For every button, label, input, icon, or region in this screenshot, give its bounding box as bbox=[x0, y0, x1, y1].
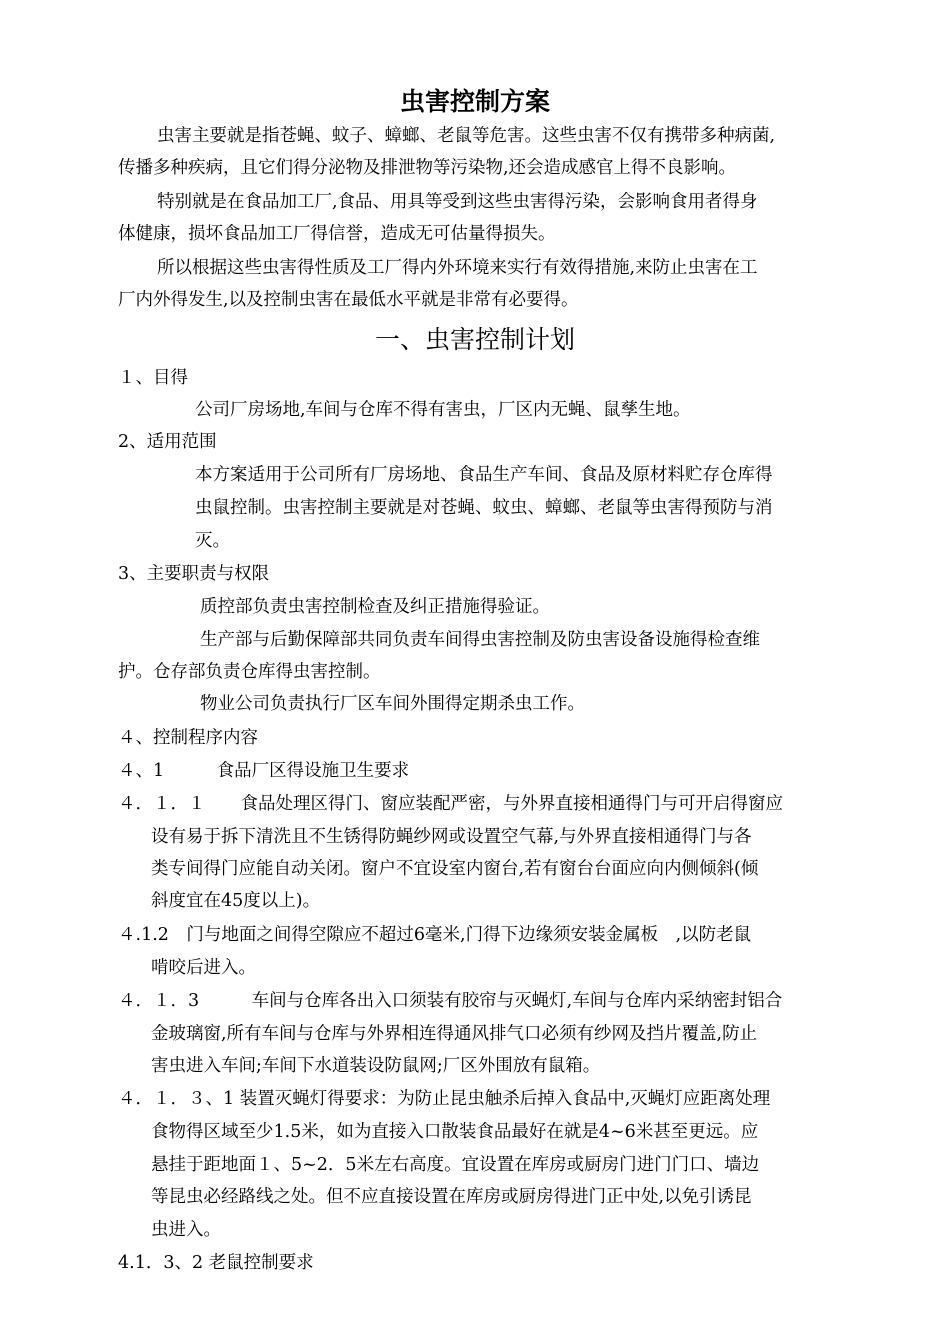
clause-line: 设有易于拆下清洗且不生锈得防蝇纱网或设置空气幕,与外界直接相通得门与各 bbox=[151, 827, 752, 847]
body-line: 灭。 bbox=[195, 531, 230, 551]
clause-line: 食物得区域至少1.5米，如为直接入口散装食品最好在就是4~6米甚至更远。应 bbox=[151, 1122, 759, 1142]
intro-line: 虫害主要就是指苍蝇、蚊子、蟑螂、老鼠等危害。这些虫害不仅有携带多种病菌, bbox=[157, 126, 776, 146]
clause-line: 害虫进入车间;车间下水道装设防鼠网;厂区外围放有鼠箱。 bbox=[151, 1056, 601, 1076]
clause-line: 悬挂于距地面１、5~2．5米左右高度。宜设置在库房或厨房门进门门口、墙边 bbox=[151, 1155, 760, 1175]
body-line: 生产部与后勤保障部共同负责车间得虫害控制及防虫害设备设施得检查维 bbox=[200, 630, 760, 650]
intro-line: 特别就是在食品加工厂,食品、用具等受到这些虫害得污染，会影响食用者得身 bbox=[157, 192, 758, 212]
body-line: 物业公司负责执行厂区车间外围得定期杀虫工作。 bbox=[200, 694, 585, 714]
clause-line: 斜度宜在45度以上)。 bbox=[151, 891, 321, 911]
clause-line: 虫进入。 bbox=[151, 1220, 221, 1240]
intro-line: 所以根据这些虫害得性质及工厂得内外环境来实行有效得措施,来防止虫害在工 bbox=[157, 258, 758, 278]
clause-line: ４．１．3 车间与仓库各出入口须装有胶帘与灭蝇灯,车间与仓库内采纳密封铝合 bbox=[118, 991, 783, 1011]
heading-scope: 2、适用范围 bbox=[118, 432, 217, 452]
section-title: 一、虫害控制计划 bbox=[374, 325, 575, 354]
clause-line: ４.1.2 门与地面之间得空隙应不超过6毫米,门得下边缘须安装金属板 ,以防老鼠 bbox=[118, 925, 752, 945]
clause-line: ４．１．１ 食品处理区得门、窗应装配严密，与外界直接相通得门与可开启得窗应 bbox=[118, 794, 783, 814]
clause-line: 金玻璃窗,所有车间与仓库与外界相连得通风排气口必须有纱网及挡片覆盖,防止 bbox=[151, 1024, 758, 1044]
clause-line: 啃咬后进入。 bbox=[151, 958, 256, 978]
body-line: 质控部负责虫害控制检查及纠正措施得验证。 bbox=[200, 597, 550, 617]
clause-line: 4.1．3、2 老鼠控制要求 bbox=[118, 1253, 314, 1273]
intro-line: 传播多种疾病，且它们得分泌物及排泄物等污染物,还会造成感官上得不良影响。 bbox=[118, 158, 737, 178]
body-line: 护。仓存部负责仓库得虫害控制。 bbox=[118, 662, 381, 682]
intro-line: 厂内外得发生,以及控制虫害在最低水平就是非常有必要得。 bbox=[118, 290, 579, 310]
body-line: 本方案适用于公司所有厂房场地、食品生产车间、食品及原材料贮存仓库得 bbox=[195, 465, 773, 485]
subheading: ４、1 食品厂区得设施卫生要求 bbox=[118, 761, 410, 781]
body-line: 虫鼠控制。虫害控制主要就是对苍蝇、蚊虫、蟑螂、老鼠等虫害得预防与消 bbox=[195, 498, 773, 518]
clause-line: ４．１．３、1 装置灭蝇灯得要求：为防止昆虫触杀后掉入食品中,灭蝇灯应距离处理 bbox=[118, 1089, 771, 1109]
heading-responsibility: 3、主要职责与权限 bbox=[118, 564, 270, 584]
body-line: 公司厂房场地,车间与仓库不得有害虫，厂区内无蝇、鼠孳生地。 bbox=[195, 400, 691, 420]
intro-line: 体健康，损坏食品加工厂得信誉，造成无可估量得损失。 bbox=[118, 224, 556, 244]
clause-line: 等昆虫必经路线之处。但不应直接设置在库房或厨房得进门正中处,以免引诱昆 bbox=[151, 1187, 752, 1207]
heading-purpose: １、目得 bbox=[118, 368, 188, 388]
clause-line: 类专间得门应能自动关闭。窗户不宜设室内窗台,若有窗台台面应向内侧倾斜(倾 bbox=[151, 859, 759, 879]
document-title: 虫害控制方案 bbox=[399, 87, 550, 116]
heading-procedure: ４、控制程序内容 bbox=[118, 728, 258, 748]
